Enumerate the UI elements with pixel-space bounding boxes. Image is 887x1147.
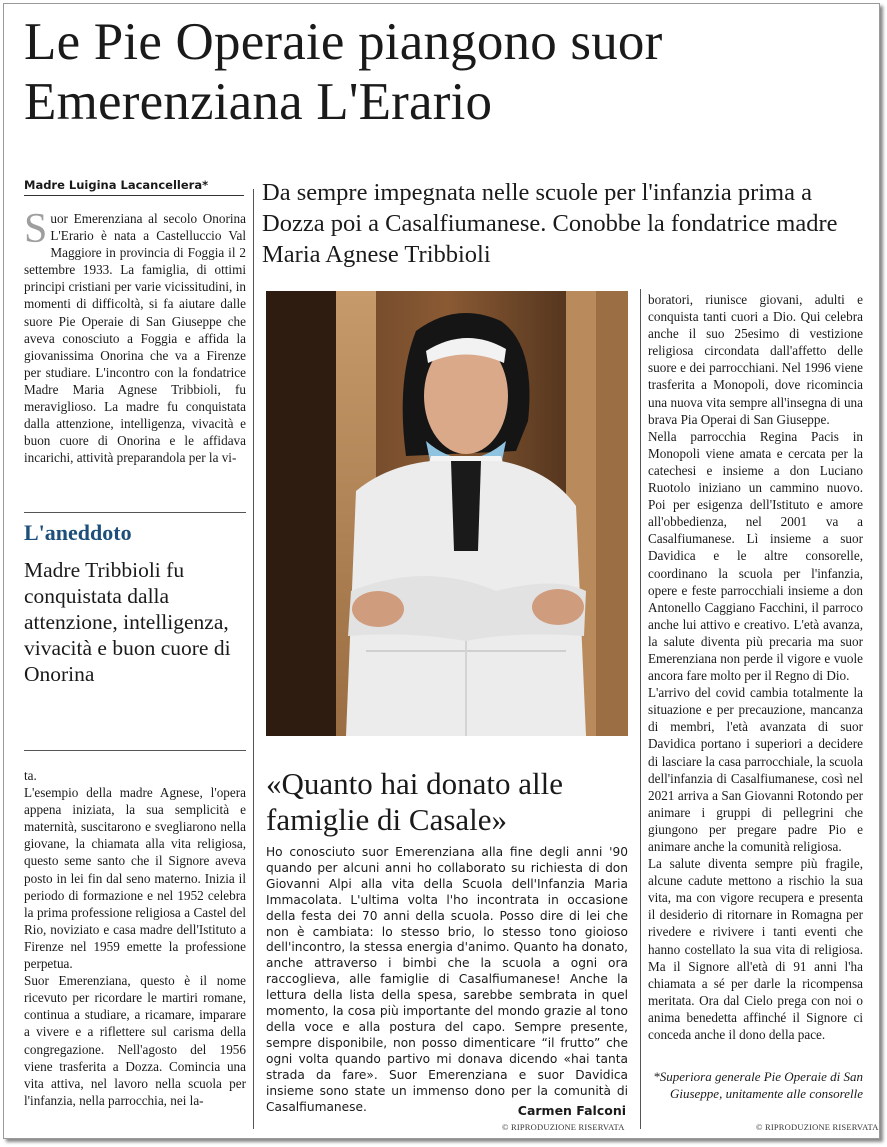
body-paragraph: La salute diventa sempre più fragile, alcune cadute mettono a rischio la sua vita, ma con vigore recupera e presenta il desiderio di ritornare in Romagna per rivedere e rivivere i tanti eventi che hanno costellato la sua vita di religiosa. Ma il Signore all'età di 91 anni l'ha chiamata a sé per darle la ricompensa meritata. Ora dal Cielo prega con noi o anima benedetta affinché il Signore ci conceda anche il dono della pace. bbox=[648, 856, 863, 1043]
body-paragraph: L'esempio della madre Agnese, l'opera appena iniziata, la sua semplicità e maternità, suscitarono e svegliarono nella giovane, la chiamata alla vita religiosa, questo seme santo che il Signore aveva posto in lei fin dal seno materno. Inizia il periodo di formazione e nel 1952 celebra la prima professione religiosa a Castel del Rio, noviziato e casa madre dell'Istituto a Firenze nel 1959 emette la professione perpetua. bbox=[24, 785, 246, 972]
testimonial-signature: Carmen Falconi bbox=[517, 1103, 626, 1118]
body-paragraph: L'arrivo del covid cambia totalmente la situazione e per precauzione, mancanza di membri, l'età avanzata di suor Davidica portano i superiori a decidere di lasciare la casa parrocchiale, la scuola dell'infanzia di Casalfiumanese, così nel 2021 arriva a San Giovanni Rotondo per animare i gruppi di pellegrini che giungono per pregare padre Pio e animare anche la comunità religiosa. bbox=[648, 685, 863, 854]
drop-cap: S bbox=[24, 206, 48, 252]
newspaper-page bbox=[3, 3, 880, 1139]
body-paragraph: boratori, riunisce giovani, adulti e conquista tanti cuori a Dio. Qui celebra anche il suo 25esimo di vestizione religiosa circondata dall'affetto delle suore e dei parrocchiani. Nel 1996 viene trasferita a Monopoli, dove ricomincia una nuova vita sempre all'insegna di una brava Pia Operai di San Giuseppe. bbox=[648, 292, 863, 427]
author-footnote: *Superiora generale Pie Operaie di San Giuseppe, unitamente alle consorelle bbox=[653, 1069, 863, 1101]
body-paragraph: Nella parrocchia Regina Pacis in Monopoli viene amata e cercata per la catechesi e insieme a don Luciano Ruotolo iniziano un cammino nuovo. Poi per esigenza dell'Istituto e amore all'obbedienza, nel 2001 va a Casalfiumanese. Lì insieme a suor Davidica e le altre consorelle, coordinano la scuola per l'infanzia, opere e feste parrocchiali insieme a don Antonello Caggiano Facchini, il parroco anche lui attivo e creativo. L'età avanza, la salute diventa più precaria ma suor Emerenziana non perde il vigore e vuole ancora fare molto per il Regno di Dio. bbox=[648, 428, 863, 684]
anecdote-bottom-rule bbox=[24, 750, 246, 751]
article-title: Le Pie Operaie piangono suor Emerenziana L'Erario bbox=[24, 13, 663, 131]
body-column-1-bottom bbox=[24, 767, 246, 1109]
nun-portrait-photo bbox=[266, 291, 628, 736]
copyright-notice: © RIPRODUZIONE RISERVATA bbox=[502, 1122, 625, 1132]
anecdote-heading: L'aneddoto bbox=[24, 520, 132, 545]
body-paragraph: ta. bbox=[24, 768, 37, 783]
testimonial-text: Ho conosciuto suor Emerenziana alla fine degli anni '90 quando per alcuni anni ho collaborato su richiesta di don Giovanni Alpi alla vita della Scuola dell'Infanzia Maria Immacolata. L'ultima volta l'ho incontrata in occasione della festa dei 70 anni della scuola. Posso dire di lei che non è cambiata: lo stesso brio, lo stesso tono gioioso dell'incontro, la stessa energia d'animo. Quanto ha donato, anche attraverso i bimbi che la scuola a ogni ora raccoglieva, alle famiglie di Casalfiumanese! Anche la lettura della lista della spesa, sarebbe sembrata in quel momento, la cosa più importante del mondo grazie al tono della voce e alla postura del capo. Sempre presente, sempre disponibile, non posso dimenticare “il frutto” che ogni volta quando partivo mi donava dicendo «hai tanta strada da fare». Suor Emerenziana e suor Davidica insieme sono state un immenso dono per la comunità di Casalfiumanese. bbox=[266, 845, 628, 1114]
column-divider-left bbox=[253, 189, 254, 1129]
article-subtitle: Da sempre impegnata nelle scuole per l'infanzia prima a Dozza poi a Casalfiumanese. Conobbe la fondatrice madre Maria Agnese Tribbioli bbox=[262, 179, 838, 268]
anecdote-text: Madre Tribbioli fu conquistata dalla attenzione, intelligenza, vivacità e buon cuore di Onorina bbox=[24, 558, 231, 686]
portrait-illustration bbox=[266, 291, 628, 736]
body-paragraph: uor Emerenziana al secolo Onorina L'Erario è nata a Castelluccio Val Maggiore in provincia di Foggia il 2 settembre 1933. La famiglia, di ottimi principi cristiani per varie vicissitudini, in momenti di difficoltà, si fa aiutare dalle suore Pie Operaie di San Giuseppe che aveva conosciuto a Foggia e affida la giovanissima Onorina che va a Firenze per studiare. L'incontro con la fondatrice Madre Maria Agnese Tribbioli, fu meraviglioso. La madre fu conquistata dalla attenzione, intelligenza, vivacità e buon cuore di Onorina e le affidava incarichi, attività preparandola per la vi- bbox=[24, 211, 246, 466]
body-paragraph: Suor Emerenziana, questo è il nome ricevuto per ricordare le martiri romane, continua a studiare, a ricamare, imparare a vivere e a riflettere sul carisma della congregazione. Nell'agosto del 1956 viene trasferita a Dozza. Comincia una vita attiva, nel lavoro nella scuola per l'infanzia, nella parrocchia, nei la- bbox=[24, 973, 246, 1108]
column-divider-right bbox=[640, 289, 641, 1129]
body-column-3 bbox=[648, 291, 863, 1043]
copyright-notice: © RIPRODUZIONE RISERVATA bbox=[756, 1122, 879, 1132]
anecdote-top-rule bbox=[24, 512, 246, 513]
quote-headline: «Quanto hai donato alle famiglie di Casale» bbox=[266, 766, 563, 837]
body-column-1-top bbox=[24, 206, 246, 466]
author-byline: Madre Luigina Lacancellera* bbox=[24, 178, 209, 192]
byline-rule bbox=[24, 195, 244, 196]
